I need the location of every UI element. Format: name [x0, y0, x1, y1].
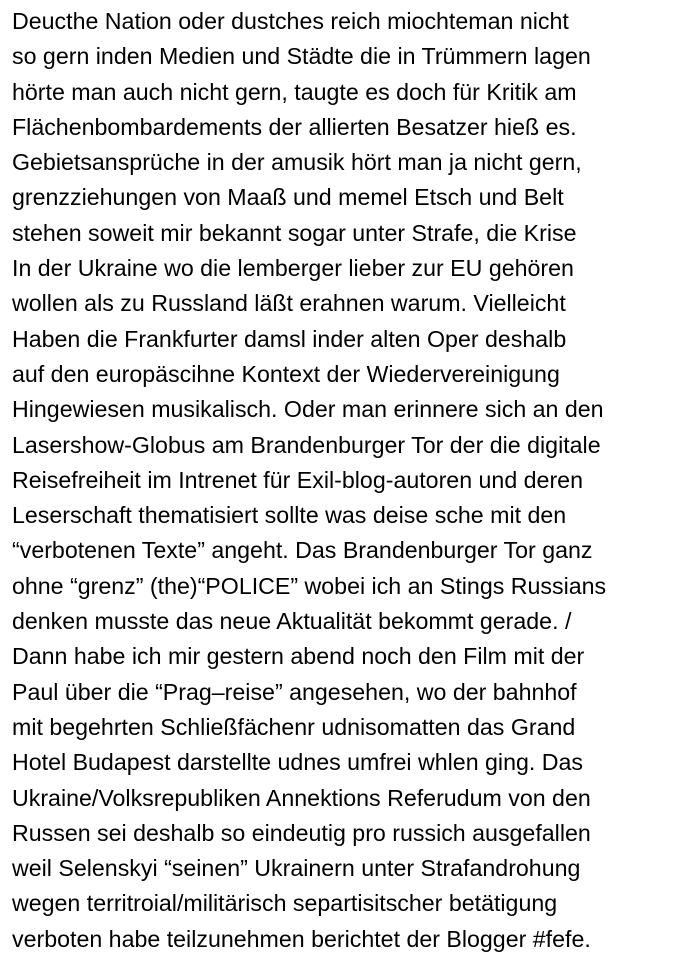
text-line: Lasershow-Globus am Brandenburger Tor der die digitale: [12, 431, 601, 458]
text-line: Reisefreiheit im Intrenet für Exil-blog-autoren und deren: [12, 466, 583, 493]
text-line: auf den europäscihne Kontext der Wiedervereinigung: [12, 360, 560, 387]
text-line: so gern inden Medien und Städte die in Trümmern lagen: [12, 43, 591, 70]
text-line: Russen sei deshalb so eindeutig pro russich ausgefallen: [12, 819, 591, 846]
text-line: denken musste das neue Aktualität bekommt gerade. /: [12, 608, 572, 635]
text-line: Flächenbombardements der allierten Besatzer hieß es.: [12, 113, 577, 140]
text-line: verboten habe teilzunehmen berichtet der Blogger #fefe.: [12, 925, 591, 952]
text-line: “verbotenen Texte” angeht. Das Brandenburger Tor ganz: [12, 537, 593, 564]
text-line: grenzziehungen von Maaß und memel Etsch und Belt: [12, 184, 564, 211]
text-line: mit begehrten Schließfächenr udnisomatten das Grand: [12, 713, 576, 740]
text-line: Hotel Budapest darstellte udnes umfrei whlen ging. Das: [12, 749, 583, 776]
text-line: Ukraine/Volksrepubliken Annektions Referudum von den: [12, 784, 591, 811]
text-line: stehen soweit mir bekannt sogar unter Strafe, die Krise: [12, 219, 577, 246]
text-line: Deucthe Nation oder dustches reich miochteman nicht: [12, 8, 569, 34]
text-line: Leserschaft thematisiert sollte was deise sche mit den: [12, 502, 567, 529]
text-line: ohne “grenz” (the)“POLICE” wobei ich an Stings Russians: [12, 572, 607, 599]
text-line: weil Selenskyi “seinen” Ukrainern unter Strafandrohung: [12, 855, 581, 882]
text-line: wegen territroial/militärisch separtisitscher betätigung: [12, 890, 558, 917]
text-line: Hingewiesen musikalisch. Oder man erinnere sich an den: [12, 396, 604, 423]
text-line: Dann habe ich mir gestern abend noch den Film mit der: [12, 643, 585, 670]
text-line: Haben die Frankfurter damsl inder alten Oper deshalb: [12, 325, 567, 352]
body-text: [12, 4, 682, 957]
text-line: hörte man auch nicht gern, taugte es doch für Kritik am: [12, 78, 577, 105]
text-line: Paul über die “Prag–reise” angesehen, wo der bahnhof: [12, 678, 577, 705]
text-line: wollen als zu Russland läßt erahnen warum. Vielleicht: [12, 290, 566, 317]
text-line: Gebietsansprüche in der amusik hört man ja nicht gern,: [12, 149, 582, 176]
text-line: In der Ukraine wo die lemberger lieber zur EU gehören: [12, 255, 574, 282]
